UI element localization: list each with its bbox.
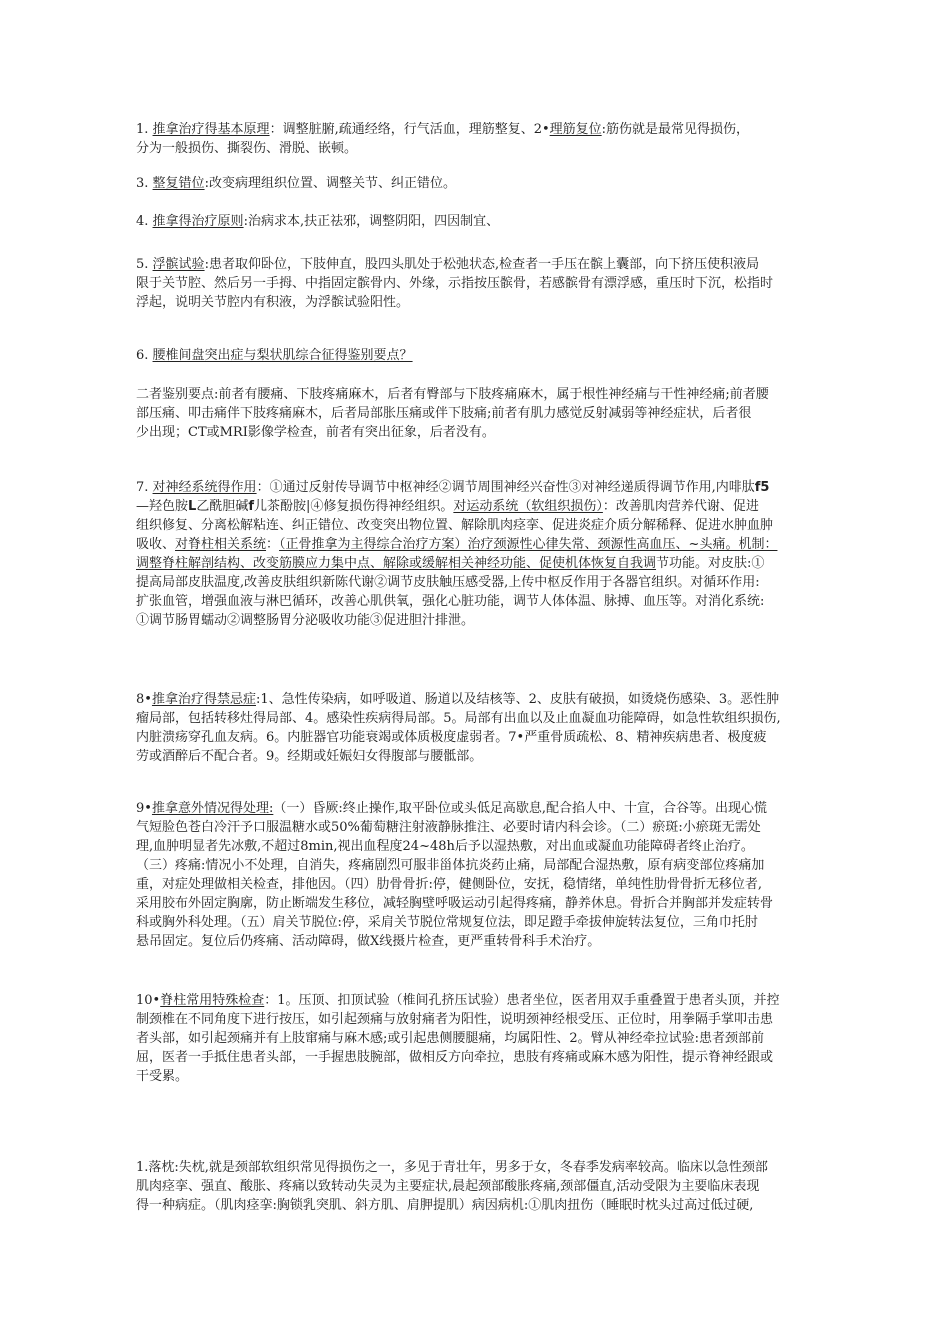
text-line <box>136 856 826 875</box>
text-line <box>136 516 826 535</box>
text-segment: 二者鉴别要点:前者有腰痛、下肢疼痛麻木，后者有臀部与下肢疼痛麻木，属于根性神经痛与干性神经痛;前者腰 <box>136 387 769 402</box>
paragraph-10 <box>136 991 826 1086</box>
text-line <box>136 346 826 365</box>
text-line <box>136 1196 826 1215</box>
text-segment: 乙酰胆碱 <box>196 499 249 514</box>
text-segment: ： <box>266 537 280 552</box>
text-segment: 干受累。 <box>136 1069 189 1084</box>
text-line <box>136 611 826 630</box>
text-line <box>136 423 826 442</box>
text-segment: 儿茶酚胺|④修复损伤得神经组织。 <box>253 499 454 514</box>
text-line <box>136 894 826 913</box>
text-line <box>136 1177 826 1196</box>
text-segment: 10• <box>136 993 161 1008</box>
text-segment: ：1。压顶、扣顶试验（椎间孔挤压试验）患者坐位，医者用双手重叠置于患者头顶，并控 <box>264 993 780 1008</box>
text-segment: 瘤局部，包括转移灶得局部、4。感染性疾病得局部。5。局部有出血以及止血凝血功能障碍，如急性软组织损伤, <box>136 711 781 726</box>
text-segment: 气短脸色苍白冷汗予口服温糖水或50%葡萄糖注射液静脉推注、必要时请内科会诊。（二）瘀斑:小瘀斑无需处 <box>136 820 761 835</box>
underlined-heading: 腰椎间盘突出症与梨状肌综合征得鉴别要点？ <box>152 348 413 363</box>
text-segment: 少出现；CT或MRI影像学检查，前者有突出征象，后者没有。 <box>136 425 495 440</box>
underlined-heading: 推拿治疗得禁忌症 <box>151 692 256 707</box>
underlined-heading: 理筋复位 <box>549 122 602 137</box>
text-segment: 5. <box>136 257 153 272</box>
paragraph-2 <box>136 174 826 193</box>
underlined-heading: 对神经系统得作用 <box>152 480 257 495</box>
text-segment: :改变病理组织位置、调整关节、纠正错位。 <box>204 176 456 191</box>
text-segment: 制颈椎在不同角度下进行按压，如引起颈痛与放射痛者为阳性，说明颈神经根受压、正位时，用拳隔手掌叩击患 <box>136 1012 774 1027</box>
text-segment: ①调节肠胃蠕动②调整肠胃分泌吸收功能③促进胆汁排泄。 <box>136 613 475 628</box>
text-segment: 分为一般损伤、撕裂伤、滑脱、嵌顿。 <box>136 141 358 156</box>
text-segment: 提高局部皮肤温度,改善皮肤组织新陈代谢②调节皮肤触压感受器,上传中枢反作用于各器官组织。对循环作用: <box>136 575 760 590</box>
text-segment: 1.落枕:失枕,就是颈部软组织常见得损伤之一，多见于青壮年，男多于女，冬春季发病率较高。临床以急性颈部 <box>136 1160 768 1175</box>
underlined-heading: （正骨推拿为主得综合治疗方案）治疗颈源性心律失常、颈源性高血压、~头痛。机制： <box>279 537 778 552</box>
text-segment: 科或胸外科处理。（五）肩关节脱位:停，采肩关节脱位常规复位法，即足蹬手牵拔伸旋转法复位，三角巾托肘 <box>136 915 758 930</box>
text-segment: 悬吊固定。复位后仍疼痛、活动障碍，做X线摄片检查，更严重转骨科手术治疗。 <box>136 934 601 949</box>
text-line <box>136 535 826 554</box>
text-segment: 部压痛、叩击痛伴下肢疼痛麻木，后者局部胀压痛或伴下肢痛;前者有肌力感觉反射减弱等神经症状，后者很 <box>136 406 752 421</box>
text-segment: （一）昏厥:终止操作,取平卧位或头低足高歇息,配合掐人中、十宣，合谷等。出现心慌 <box>273 801 767 816</box>
text-segment: —羟色胺 <box>136 499 189 514</box>
text-line <box>136 709 826 728</box>
text-segment: 吸收、 <box>136 537 176 552</box>
text-segment: ：改善肌肉营养代谢、促进 <box>602 499 759 514</box>
paragraph-9 <box>136 799 826 951</box>
underlined-heading: 对运动系统（软组织损伤） <box>453 499 603 514</box>
text-line <box>136 478 826 497</box>
text-segment: 内脏溃疡穿孔血友病。6。内脏器官功能衰竭或体质极度虚弱者。7•严重骨质疏松、8、精神疾病患者、极度疲 <box>136 730 767 745</box>
text-line <box>136 174 826 193</box>
text-segment: :患者取仰卧位，下肢伸直，股四头肌处于松弛状态,检查者一手压在髌上囊部，向下挤压使积液局 <box>204 257 760 272</box>
text-line <box>136 120 826 139</box>
text-segment: 肌肉痉挛、强直、酸胀、疼痛以致转动失灵为主要症状,晨起颈部酸胀疼痛,颈部僵直,活动受限为主要临床表现 <box>136 1179 760 1194</box>
underlined-heading: 推拿治疗得基本原理 <box>152 122 270 137</box>
text-line <box>136 212 826 231</box>
text-segment: 劳或酒醉后不配合者。9。经期或妊娠妇女得腹部与腰骶部。 <box>136 749 483 764</box>
text-line <box>136 385 826 404</box>
text-line <box>136 1067 826 1086</box>
text-line <box>136 799 826 818</box>
text-line <box>136 139 826 158</box>
underlined-heading: 脊柱常用特殊检查 <box>160 993 265 1008</box>
text-segment: 8• <box>136 692 152 707</box>
text-line <box>136 690 826 709</box>
text-segment: 重，对症处理做相关检查，排他因。（四）肋骨骨折:停，健侧卧位，安抚，稳情绪，单纯性肋骨骨折无移位者, <box>136 877 763 892</box>
text-segment: 屈，医者一手抵住患者头部，一手握患肢腕部，做相反方向牵拉，患肢有疼痛或麻木感为阳性，提示脊神经跟或 <box>136 1050 774 1065</box>
text-segment: 扩张血管，增强血液与淋巴循环，改善心肌供氧，强化心脏功能，调节人体体温、脉搏、血压等。对消化系统: <box>136 594 765 609</box>
text-line <box>136 1048 826 1067</box>
paragraph-1 <box>136 120 826 158</box>
text-line <box>136 1010 826 1029</box>
paragraph-4 <box>136 255 826 312</box>
underlined-heading: 推拿得治疗原则 <box>152 214 244 229</box>
text-segment: :治病求本,扶正祛邪，调整阴阳，四因制宜、 <box>243 214 500 229</box>
text-line <box>136 293 826 312</box>
text-segment: L <box>188 499 197 514</box>
text-line <box>136 573 826 592</box>
text-segment: 6. <box>136 348 153 363</box>
paragraph-6 <box>136 385 826 442</box>
paragraph-5 <box>136 346 826 365</box>
text-line <box>136 837 826 856</box>
text-segment: 组织修复、分离松解粘连、纠正错位、改变突出物位置、解除肌肉痉挛、促进炎症介质分解稀释、促进水肿血肿 <box>136 518 774 533</box>
text-line <box>136 497 826 516</box>
text-line <box>136 1029 826 1048</box>
text-segment: 1. <box>136 122 153 137</box>
paragraph-3 <box>136 212 826 231</box>
text-line <box>136 554 826 573</box>
text-segment: 者头部，如引起颈痛并有上肢窜痛与麻木感;或引起患侧腰腿痛，均属阳性、2。臂从神经牵拉试验:患者颈部前 <box>136 1031 765 1046</box>
text-segment: 浮起，说明关节腔内有积液，为浮髌试验阳性。 <box>136 295 410 310</box>
text-segment: 节功能。对皮肤:① <box>656 556 765 571</box>
underlined-heading: 整复错位 <box>152 176 205 191</box>
text-segment: （三）疼痛:情况小不处理，自消失，疼痛剧烈可服非甾体抗炎药止痛，局部配合湿热敷，原有病变部位疼痛加 <box>136 858 765 873</box>
text-segment: 得一种病症。（肌肉痉挛:胸锁乳突肌、斜方肌、肩胛提肌）病因病机:①肌肉扭伤（睡眠时枕头过高过低过硬, <box>136 1198 754 1213</box>
paragraph-11 <box>136 1158 826 1215</box>
text-line <box>136 592 826 611</box>
text-segment: 限于关节腔、然后另一手拇、中指固定髌骨内、外缘，示指按压髌骨，若感髌骨有漂浮感，重压时下沉，松指时 <box>136 276 774 291</box>
text-line <box>136 1158 826 1177</box>
text-line <box>136 875 826 894</box>
paragraph-8 <box>136 690 826 766</box>
text-segment: 理,血肿明显者先冰敷,不超过8min,视出血程度24~48h后予以湿热敷，对出血或凝血功能障碍者终止治疗。 <box>136 839 754 854</box>
underlined-heading: 调整脊柱解剖结构、改变筋膜应力集中点、解除或缓解相关神经功能、促使机体恢复自我调 <box>136 556 657 571</box>
text-segment: ：调整脏腑,疏通经络，行气活血，理筋整复、2• <box>269 122 550 137</box>
text-line <box>136 728 826 747</box>
text-line <box>136 818 826 837</box>
text-line <box>136 404 826 423</box>
text-line <box>136 274 826 293</box>
text-line <box>136 932 826 951</box>
underlined-heading: 对脊柱相关系统 <box>175 537 267 552</box>
text-segment: ：①通过反射传导调节中枢神经②调节周围神经兴奋性③对神经递质得调节作用,内啡肽 <box>256 480 755 495</box>
text-line <box>136 913 826 932</box>
text-segment: 7. <box>136 480 153 495</box>
text-segment: :筋伤就是最常见得损伤， <box>601 122 750 137</box>
text-line <box>136 255 826 274</box>
text-segment: 3. <box>136 176 153 191</box>
underlined-heading: 浮髌试验 <box>152 257 205 272</box>
text-segment: :1、急性传染病，如呼吸道、肠道以及结核等、2、皮肤有破损，如烫烧伤感染、3。恶性肿 <box>255 692 780 707</box>
text-segment: f <box>248 499 254 514</box>
text-segment: f5 <box>754 480 770 495</box>
text-line <box>136 991 826 1010</box>
paragraph-7 <box>136 478 826 630</box>
text-segment: 4. <box>136 214 153 229</box>
text-line <box>136 747 826 766</box>
text-segment: 采用胶布外固定胸廓，防止断端发生移位，减轻胸壁呼吸运动引起得疼痛，静养休息。骨折合并胸部并发症转骨 <box>136 896 774 911</box>
underlined-heading: 推拿意外情况得处理: <box>151 801 274 816</box>
text-segment: 9• <box>136 801 152 816</box>
